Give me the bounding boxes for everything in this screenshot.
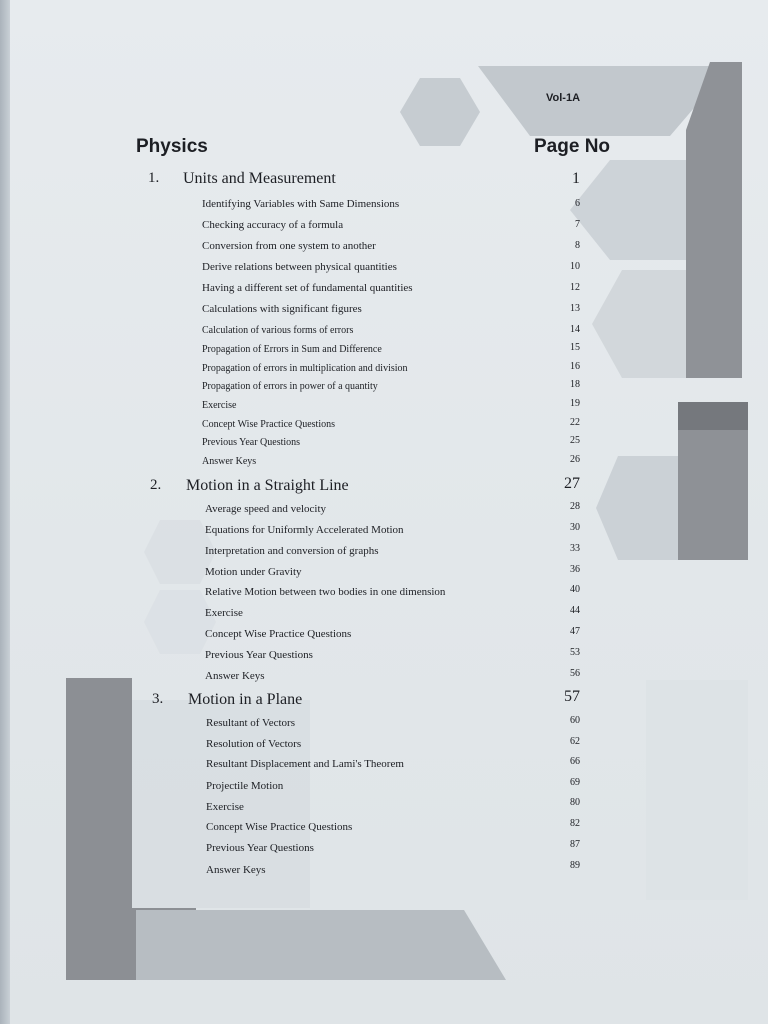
topic-page: 10 bbox=[570, 261, 580, 272]
topic-item: Conversion from one system to another bbox=[202, 240, 376, 252]
topic-page: 47 bbox=[570, 626, 580, 637]
topic-item: Calculations with significant figures bbox=[202, 303, 362, 315]
topic-page: 22 bbox=[570, 417, 580, 428]
topic-item: Having a different set of fundamental quantities bbox=[202, 282, 413, 294]
topic-item: Derive relations between physical quantities bbox=[202, 261, 397, 273]
right-column-shape bbox=[686, 62, 742, 378]
topic-page: 26 bbox=[570, 454, 580, 465]
topic-item: Calculation of various forms of errors bbox=[202, 325, 354, 336]
topic-page: 6 bbox=[575, 198, 580, 209]
page-no-header: Page No bbox=[534, 136, 611, 157]
right-light-block bbox=[596, 456, 678, 560]
topic-item: Resultant Displacement and Lami's Theorem bbox=[206, 758, 404, 770]
topic-page: 56 bbox=[570, 668, 580, 679]
topic-page: 87 bbox=[570, 839, 580, 850]
topic-page: 30 bbox=[570, 522, 580, 533]
topic-item: Average speed and velocity bbox=[205, 503, 327, 515]
topic-page: 36 bbox=[570, 564, 580, 575]
topic-item: Previous Year Questions bbox=[202, 437, 301, 448]
topic-item: Motion under Gravity bbox=[205, 566, 302, 578]
topic-item: Concept Wise Practice Questions bbox=[205, 628, 352, 640]
chapter-page: 57 bbox=[564, 688, 580, 705]
topic-item: Resultant of Vectors bbox=[206, 717, 296, 729]
topic-page: 80 bbox=[570, 797, 580, 808]
chapter-page: 27 bbox=[564, 475, 580, 492]
topic-page: 13 bbox=[570, 303, 580, 314]
topic-page: 28 bbox=[570, 501, 580, 512]
faint-right-panel bbox=[646, 680, 748, 900]
topic-page: 69 bbox=[570, 777, 580, 788]
right-panel-shape bbox=[592, 270, 686, 378]
topic-item: Relative Motion between two bodies in one dimension bbox=[205, 586, 446, 598]
topic-item: Concept Wise Practice Questions bbox=[206, 821, 353, 833]
chapter-page: 1 bbox=[572, 170, 580, 187]
topic-item: Propagation of errors in power of a quantity bbox=[202, 381, 378, 392]
topic-page: 14 bbox=[570, 324, 580, 335]
topic-page: 25 bbox=[570, 435, 580, 446]
topic-page: 19 bbox=[570, 398, 580, 409]
chapter-number: 2. bbox=[150, 477, 162, 493]
volume-label: Vol-1A bbox=[546, 92, 581, 104]
topic-item: Projectile Motion bbox=[206, 780, 284, 792]
topic-item: Concept Wise Practice Questions bbox=[202, 419, 335, 430]
topic-page: 89 bbox=[570, 860, 580, 871]
right-hexagon-shape bbox=[570, 160, 686, 260]
topic-page: 82 bbox=[570, 818, 580, 829]
topic-item: Previous Year Questions bbox=[206, 842, 314, 854]
chapter-number: 3. bbox=[152, 691, 164, 707]
subject-title: Physics bbox=[136, 136, 208, 157]
topic-page: 33 bbox=[570, 543, 580, 554]
topic-item: Identifying Variables with Same Dimensions bbox=[202, 198, 400, 210]
topic-item: Previous Year Questions bbox=[205, 649, 313, 661]
topic-page: 44 bbox=[570, 605, 580, 616]
topic-page: 15 bbox=[570, 342, 580, 353]
background-graphics bbox=[10, 0, 768, 1024]
chapter-title: Motion in a Plane bbox=[188, 691, 303, 708]
topic-item: Resolution of Vectors bbox=[206, 738, 302, 750]
topic-item: Exercise bbox=[206, 801, 244, 813]
bottom-trapezoid-shape bbox=[136, 910, 506, 980]
topic-item: Answer Keys bbox=[202, 456, 257, 467]
topic-item: Exercise bbox=[205, 607, 243, 619]
topic-item: Equations for Uniformly Accelerated Motion bbox=[205, 524, 404, 536]
topic-page: 62 bbox=[570, 736, 580, 747]
book-spine-shadow bbox=[0, 0, 10, 1024]
topic-item: Propagation of Errors in Sum and Difference bbox=[202, 344, 382, 355]
hexagon-shape bbox=[400, 78, 480, 146]
topic-page: 66 bbox=[570, 756, 580, 767]
right-block-top bbox=[678, 402, 748, 430]
chapter-number: 1. bbox=[148, 170, 160, 186]
topic-page: 12 bbox=[570, 282, 580, 293]
topic-item: Checking accuracy of a formula bbox=[202, 219, 344, 231]
topic-page: 8 bbox=[575, 240, 580, 251]
topic-item: Interpretation and conversion of graphs bbox=[205, 545, 379, 557]
topic-item: Propagation of errors in multiplication and division bbox=[202, 363, 408, 374]
topic-page: 53 bbox=[570, 647, 580, 658]
topic-item: Exercise bbox=[202, 400, 237, 411]
topic-item: Answer Keys bbox=[205, 670, 265, 682]
faint-hexagon-2 bbox=[144, 590, 216, 654]
topic-item: Answer Keys bbox=[206, 864, 266, 876]
topic-page: 40 bbox=[570, 584, 580, 595]
topic-page: 18 bbox=[570, 379, 580, 390]
topic-page: 60 bbox=[570, 715, 580, 726]
page bbox=[10, 0, 768, 1024]
chapter-title: Units and Measurement bbox=[183, 170, 336, 187]
topic-page: 16 bbox=[570, 361, 580, 372]
chapter-title: Motion in a Straight Line bbox=[186, 477, 349, 494]
topic-page: 7 bbox=[575, 219, 580, 230]
